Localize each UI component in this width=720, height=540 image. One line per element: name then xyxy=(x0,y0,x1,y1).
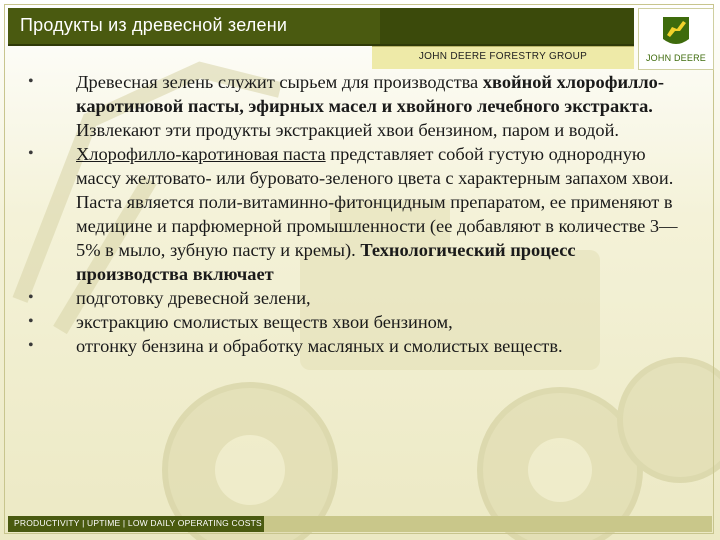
bullet-icon: • xyxy=(28,337,34,354)
p2-text: представляет собой густую однородную массу желтовато- или буровато-зеленого цвета с характерным запахом хвои. Паста является поли-витаминно-фитонцидным препаратом, ее применяют в медицине и парфюмерной промышленности (ее добавляют в количестве 3—5% в мыло, зубную пасту и кремы). xyxy=(76,144,678,260)
p1-bold-text: хвойной хлорофилло-каротиновой пасты, эфирных масел и хвойного лечебного экстракта. xyxy=(76,72,664,116)
bullet-icon: • xyxy=(28,145,34,162)
brand-strip xyxy=(372,46,634,69)
p1-text-b: Извлекают эти продукты экстракцией хвои бензином, паром и водой. xyxy=(76,120,620,140)
list-item xyxy=(22,286,692,310)
slide-title: Продукты из древесной зелени xyxy=(20,15,288,35)
list-item-text: подготовку древесной зелени, xyxy=(76,288,311,308)
list-item xyxy=(22,310,692,334)
paragraph-2 xyxy=(22,142,692,286)
brand-line: JOHN DEERE FORESTRY GROUP xyxy=(418,51,588,62)
slide-body xyxy=(22,70,692,358)
logo-wordmark: JOHN DEERE xyxy=(645,53,706,63)
bullet-icon: • xyxy=(28,313,34,330)
p1-text-a: Древесная зелень служит сырьем для производства xyxy=(76,72,483,92)
p2-bold-text: Технологический процесс производства включает xyxy=(76,240,576,284)
p2-underlined-term: Хлорофилло-каротиновая паста xyxy=(76,144,326,164)
list-item-text: отгонку бензина и обработку масляных и смолистых веществ. xyxy=(76,336,563,356)
paragraph-1 xyxy=(22,70,692,142)
list-item xyxy=(22,334,692,358)
john-deere-logo xyxy=(638,8,714,70)
list-item-text: экстракцию смолистых веществ хвои бензином, xyxy=(76,312,453,332)
bullet-icon: • xyxy=(28,73,34,90)
footer-tagline: PRODUCTIVITY | UPTIME | LOW DAILY OPERATING COSTS xyxy=(14,518,262,528)
title-bar-notch xyxy=(380,8,634,44)
leaping-deer-logo-icon xyxy=(639,9,713,53)
bullet-icon: • xyxy=(28,289,34,306)
title-bar xyxy=(8,8,634,46)
